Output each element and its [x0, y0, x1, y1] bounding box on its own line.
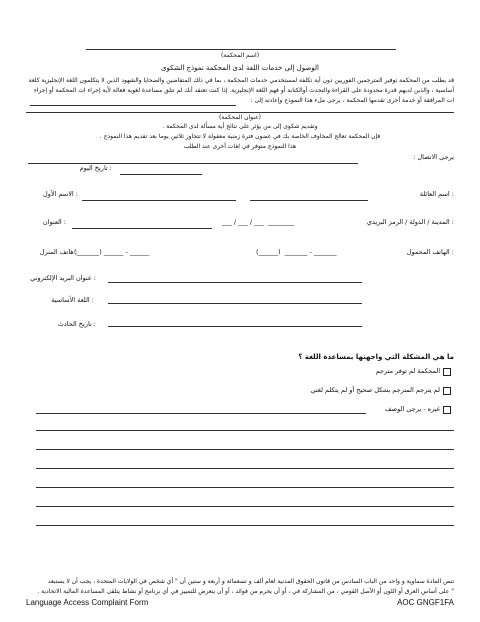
footer-form-name: Language Access Complaint Form: [26, 598, 149, 607]
home-phone-field[interactable]: (_______) ______ - ______: [74, 248, 150, 256]
description-line-6[interactable]: [36, 506, 454, 507]
description-line-2[interactable]: [36, 430, 454, 431]
mobile-field[interactable]: (______) _______ - _______: [256, 248, 337, 256]
problem-question: ما هي المشكلة التي واجهتها بمساعدة اللغة ؟: [298, 353, 454, 361]
court-name-label: (اسم المحكمة): [220, 52, 260, 59]
email-label: : عنوان البريد الإلكتروني: [30, 274, 96, 282]
return-to-line[interactable]: [30, 105, 236, 106]
first-name-label: : الاسم الأول: [43, 190, 78, 198]
home-phone-label: : هاتف المنزل: [39, 248, 78, 256]
note-line-2: فإن المحكمة تعالج المخاوف الخاصة بك في غضون فترة زمنية معقولة لا تتجاوز ثلاثين يوما بعد تقديم هذا النموذج .: [99, 133, 381, 140]
option-other-label: غيره - يرجى الوصف: [384, 405, 440, 413]
note-line-3: هذا النموذج متوفر في لغات أخرى عند الطلب: [183, 143, 297, 150]
first-name-field[interactable]: [82, 200, 236, 201]
note-line-1: وتقديم شكوى إلى من يؤثر على نتائج أية مسألة لدى المحكمة .: [162, 123, 318, 130]
intro-line-1: قد يطلب من المحكمة توفير المترجمين الفوريين دون أية تكلفة لمستخدمي خدمات المحكمة ، بما في ذلك المتقاضين والضحايا والشهود الذين لا يتكلمون اللغة الإنجليزية كلغة: [28, 77, 454, 84]
primary-language-label: : اللغة الأساسية: [51, 296, 94, 304]
option-no-interpreter-checkbox[interactable]: [443, 368, 451, 376]
family-name-label: : اسم العائلة: [419, 190, 454, 198]
other-description-line-1[interactable]: [36, 413, 366, 414]
primary-language-field[interactable]: [108, 303, 362, 304]
date-today-label: : تاريخ اليوم: [79, 164, 112, 172]
description-line-4[interactable]: [36, 468, 454, 469]
option-other-checkbox[interactable]: [443, 406, 451, 414]
option-bad-interpretation-label: لم يترجم المترجم بشكل صحيح أو لم يتكلم لغتي: [310, 386, 440, 394]
option-bad-interpretation-checkbox[interactable]: [443, 387, 451, 395]
intro-line-2: أساسية ، والذين لديهم قدرة محدودة على القراءة والتحدث أوالكتابة أو فهم اللغة الإنجليزية. إذا كنت تعتقد أنك لم تتلق مساعدة لغوية فعالة لأية إجراء ات المحكمة أو إجراء: [33, 87, 454, 94]
court-name-line[interactable]: [86, 49, 396, 50]
contact-prompt: يرجى الاتصال :: [413, 153, 454, 161]
description-line-3[interactable]: [36, 449, 454, 450]
city-state-zip-field[interactable]: ___ / ___ / ___ ________: [222, 218, 295, 226]
mobile-label: : الهاتف المحمول: [406, 248, 454, 256]
address-label: : العنوان: [42, 218, 66, 226]
family-name-field[interactable]: [250, 200, 368, 201]
incident-date-label: : تاريخ الحادث: [57, 320, 96, 328]
description-line-7[interactable]: [36, 525, 454, 526]
footer-form-code: AOC GNGF1FA: [397, 598, 454, 607]
court-address-label: (عنوان المحكمة): [219, 114, 261, 121]
option-no-interpreter-label: المحكمة لم توفر مترجم: [375, 367, 440, 375]
legal-text-line-2: " على أساس العرق أو اللون أو الأصل القومي ، من المشاركة في ، أو أن يحرم من فوائد ، أو أن يتعرض للتمييز في أي برنامج أو نشاط يتلقى المساعدة المالية الاتحادية .: [37, 588, 454, 595]
page-title: الوصول إلى خدمات اللغة لدى المحكمة نموذج الشكوى: [161, 64, 319, 72]
legal-text-line-1: تنص المادة سماوية و واحد من الباب السادس من قانون الحقوق المدنية لعام ألف و تسعمائة و أربعة و ستين أن " أي شخص في الولايات المتحدة ، يجب أن لا يستبعد: [47, 578, 454, 585]
intro-line-3: ات المرافقة أو خدمة أخرى تقدمها المحكمة ، يرجى ملء هذا النموذج وإعادته إلى :: [250, 97, 454, 104]
email-field[interactable]: [108, 282, 362, 283]
description-line-5[interactable]: [36, 487, 454, 488]
incident-date-field[interactable]: [108, 326, 362, 327]
address-field[interactable]: [72, 228, 212, 229]
court-address-line[interactable]: [26, 112, 454, 113]
city-state-zip-label: : المدينة / الدولة / الرمز البريدي: [366, 218, 454, 226]
contact-name-line[interactable]: [28, 163, 358, 164]
date-today-field[interactable]: [120, 174, 202, 175]
